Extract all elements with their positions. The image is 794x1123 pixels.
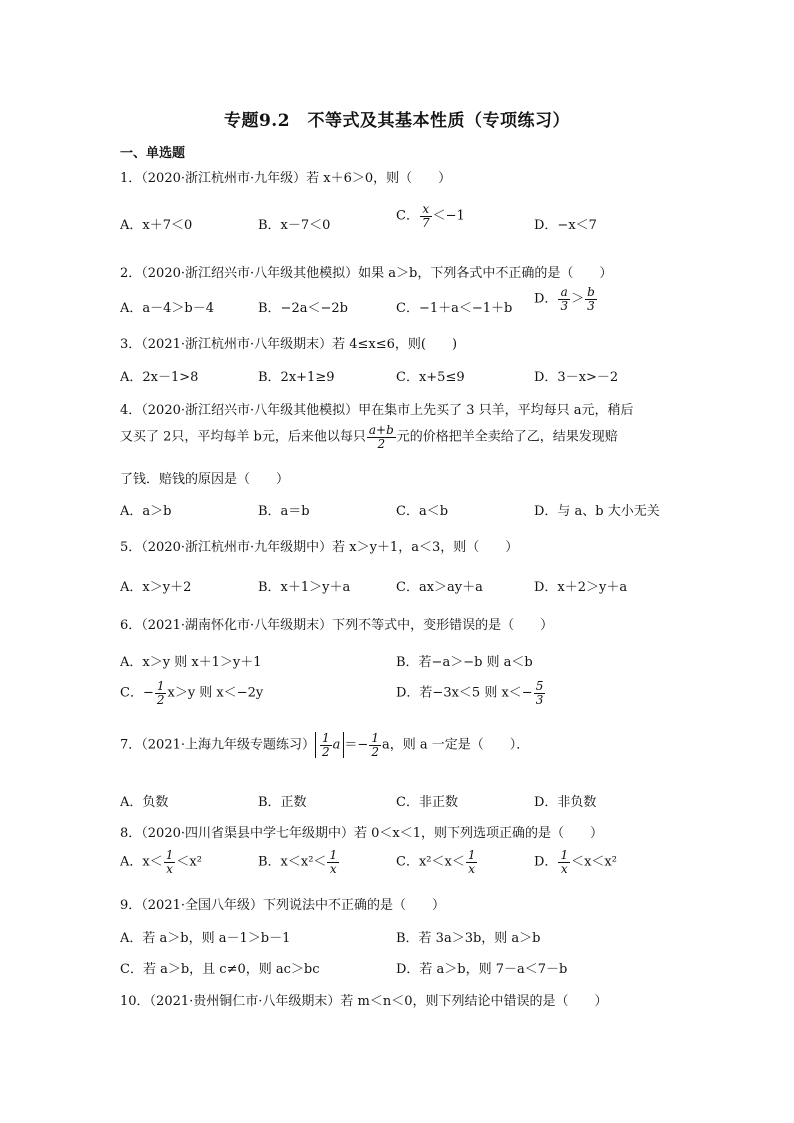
question-9-stem: 9．（2021·全国八年级）下列说法中不正确的是（ ）	[120, 898, 445, 913]
q8-option-d: D． $\frac{1}{x}$ ＜x＜x²	[534, 848, 617, 876]
question-4-line-2: 又买了 2只，平均每羊 b元，后来他以每只 $\frac{a+b}{2}$ 元的价格把羊全卖给了乙，结果发现赔	[120, 423, 618, 451]
q3-option-d: D．3－x>－2	[534, 370, 619, 385]
fraction: $\frac{a}{3}$	[560, 285, 569, 313]
q3-option-b: B．2x+1≥9	[258, 370, 335, 385]
absolute-value: $\frac{1}{2}$ a	[315, 732, 344, 758]
q4-option-b: B．a＝b	[258, 504, 310, 519]
fraction: $\frac{a+b}{2}$	[368, 423, 394, 451]
q5-option-b: B．x＋1＞y＋a	[258, 580, 351, 595]
q7-option-b: B．正数	[258, 795, 307, 810]
q4-option-c: C．a＜b	[396, 504, 449, 519]
question-5-stem: 5．（2020·浙江杭州市·九年级期中）若 x＞y＋1，a＜3，则（ ）	[120, 540, 519, 555]
fraction: $\frac{1}{x}$	[165, 848, 174, 876]
q7-option-d: D．非负数	[534, 795, 597, 810]
question-2-stem: 2．（2020·浙江绍兴市·八年级其他模拟）如果 a＞b，下列各式中不正确的是（ ）	[120, 266, 613, 281]
fraction: $\frac{1}{2}$	[156, 679, 165, 707]
fraction: $\frac{1}{x}$	[329, 848, 338, 876]
q8-option-a: A．x＜ $\frac{1}{x}$ ＜x²	[120, 848, 202, 876]
q5-option-d: D．x＋2＞y＋a	[534, 580, 628, 595]
q9-option-d: D．若 a＞b，则 7－a＜7－b	[396, 962, 568, 977]
q6-option-a: A．x＞y 则 x＋1＞y＋1	[120, 655, 262, 670]
q1-option-a: A．x＋7＜0	[120, 218, 193, 233]
q2-option-d: D． $\frac{a}{3}$ ＞ $\frac{b}{3}$	[534, 285, 595, 313]
fraction: $\frac{1}{x}$	[560, 848, 569, 876]
q7-option-a: A．负数	[120, 795, 169, 810]
question-6-stem: 6．（2021·湖南怀化市·八年级期末）下列不等式中，变形错误的是（ ）	[120, 618, 554, 633]
q6-option-b: B．若−a＞−b 则 a＜b	[396, 655, 533, 670]
q2-option-b: B．−2a＜−2b	[258, 301, 348, 316]
q6-option-d: D．若−3x＜5 则 x＜− $\frac{5}{3}$	[396, 679, 544, 707]
fraction: $\frac{b}{3}$	[587, 285, 595, 313]
fraction: $\frac{1}{2}$	[322, 731, 330, 759]
question-8-stem: 8．（2020·四川省渠县中学七年级期中）若 0＜x＜1，则下列选项正确的是（ ）	[120, 826, 603, 841]
q5-option-a: A．x＞y＋2	[120, 580, 192, 595]
q3-option-c: C．x+5≤9	[396, 370, 465, 385]
q8-option-c: C．x²＜x＜ $\frac{1}{x}$	[396, 848, 476, 876]
q4-option-a: A．a＞b	[120, 504, 172, 519]
fraction: $\frac{x}{7}$	[421, 202, 430, 230]
q6-option-c: C．− $\frac{1}{2}$ x＞y 则 x＜−2y	[120, 679, 264, 707]
fraction: $\frac{5}{3}$	[535, 679, 544, 707]
q1-option-c: C． $\frac{x}{7}$ ＜−1	[396, 202, 465, 230]
q3-option-a: A．2x－1>8	[120, 370, 199, 385]
q1-option-b: B．x－7＜0	[258, 218, 331, 233]
question-10-stem: 10．（2021·贵州铜仁市·八年级期末）若 m＜n＜0，则下列结论中错误的是（ ）	[120, 994, 608, 1009]
q9-option-a: A．若 a＞b，则 a－1＞b－1	[120, 931, 291, 946]
question-1-stem: 1．（2020·浙江杭州市·九年级）若 x＋6＞0，则（ ）	[120, 171, 452, 186]
question-3-stem: 3．（2021·浙江杭州市·八年级期末）若 4≤x≤6，则( )	[120, 337, 458, 352]
question-4-line-1: 4．（2020·浙江绍兴市·八年级其他模拟）甲在集市上先买了 3 只羊，平均每只 a元，稍后	[120, 403, 634, 418]
section-heading: 一、单选题	[120, 146, 186, 161]
q5-option-c: C．ax＞ay＋a	[396, 580, 483, 595]
q9-option-c: C．若 a＞b，且 c≠0，则 ac＞bc	[120, 962, 320, 977]
q2-option-c: C．−1＋a＜−1＋b	[396, 301, 513, 316]
q7-option-c: C．非正数	[396, 795, 458, 810]
page-title: 专题9.2 不等式及其基本性质（专项练习）	[223, 111, 571, 131]
q9-option-b: B．若 3a＞3b，则 a＞b	[396, 931, 541, 946]
question-4-line-3: 了钱．赔钱的原因是（ ）	[120, 472, 290, 487]
question-7-stem: 7．（2021·上海九年级专题练习） $\frac{1}{2}$ a ＝− $\frac{1}{2}$ a，则 a 一定是（ ）．	[120, 731, 530, 759]
q2-option-a: A．a－4＞b－4	[120, 301, 215, 316]
q1-option-d: D．−x＜7	[534, 218, 597, 233]
fraction: $\frac{1}{x}$	[467, 848, 476, 876]
fraction: $\frac{1}{2}$	[371, 731, 379, 759]
q8-option-b: B．x＜x²＜ $\frac{1}{x}$	[258, 848, 338, 876]
q4-option-d: D．与 a、b 大小无关	[534, 504, 660, 519]
